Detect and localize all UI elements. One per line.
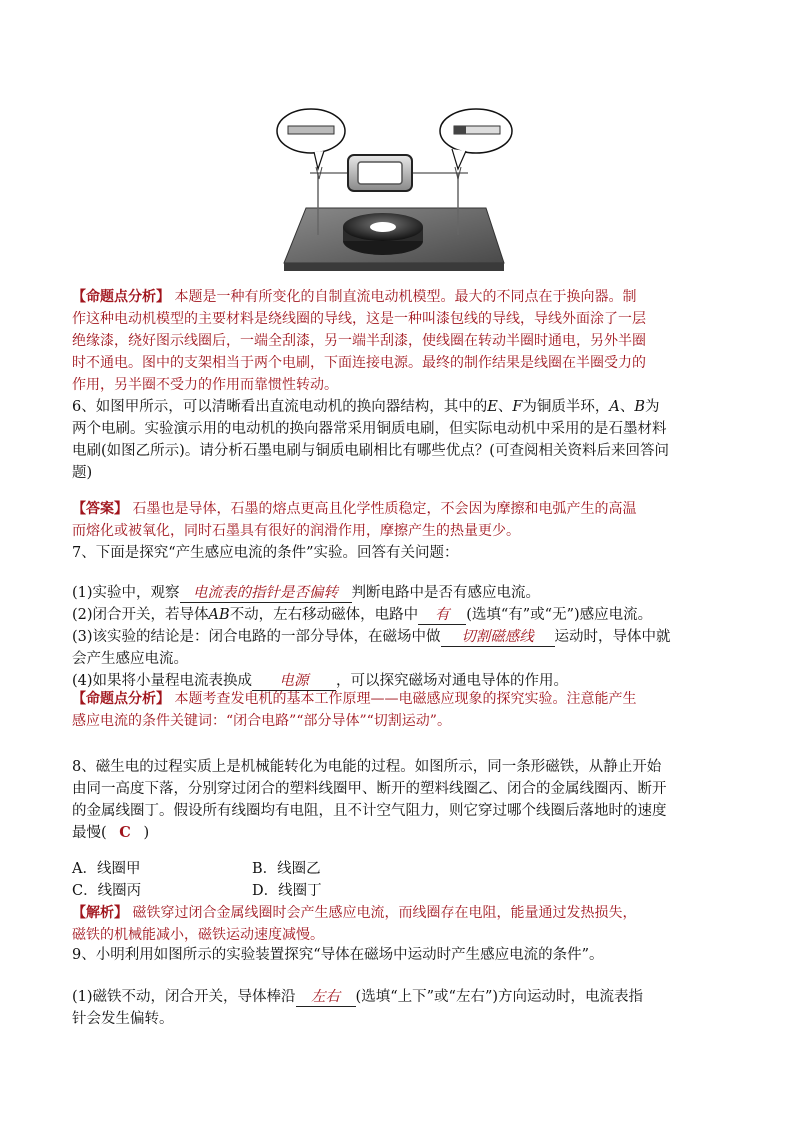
question-9	[72, 944, 724, 966]
analysis-line: 绝缘漆，绕好图示线圈后，一端全刮漆，另一端半刮漆，使线圈在转动半圈时通电，另外半圈	[72, 333, 646, 349]
choice-answer: C	[119, 824, 131, 841]
option-c: C．线圈丙	[72, 883, 142, 899]
question-line: 针会发生偏转。	[72, 1011, 174, 1027]
var-b: B	[634, 399, 646, 415]
question-7	[72, 542, 724, 564]
explain-label: 【解析】	[72, 905, 128, 921]
question-text: 不动，左右移动磁体，电路中	[229, 607, 419, 623]
var-ab: AB	[208, 607, 230, 623]
var-e: E	[487, 399, 498, 415]
question-text: ，可以探究磁场对通电导体的作用。	[336, 673, 569, 689]
question-line: 由同一高度下落，分别穿过闭合的塑料线圈甲、断开的塑料线圈乙、闭合的金属线圈丙、断开	[72, 781, 667, 797]
question-text: (2)闭合开关，若导体	[72, 607, 209, 623]
var-a: A	[609, 399, 620, 415]
question-text: 最慢(	[72, 825, 107, 841]
answer-q6	[72, 498, 724, 542]
answer-blank: 有	[418, 606, 466, 625]
question-line: 题)	[72, 465, 93, 481]
question-title: 7、下面是探究“产生感应电流的条件”实验。回答有关问题：	[72, 545, 459, 561]
analysis-line: 本题是一种有所变化的自制直流电动机模型。最大的不同点在于换向器。制	[174, 289, 637, 305]
option-b: B．线圈乙	[252, 861, 321, 877]
var-f: F	[512, 399, 523, 415]
question-line: 的金属线圈丁。假设所有线圈均有电阻，且不计空气阻力，则它穿过哪个线圈后落地时的速度	[72, 803, 667, 819]
question-text: 为	[645, 399, 660, 415]
option-d: D．线圈丁	[252, 883, 322, 899]
question-line: 两个电刷。实验演示用的电动机的换向器常采用铜质电刷，但实际电动机中采用的是石墨材料	[72, 421, 667, 437]
answer-line: 石墨也是导体，石墨的熔点更高且化学性质稳定，不会因为摩擦和电弧产生的高温	[132, 501, 637, 517]
answer-blank: 左右	[296, 988, 356, 1007]
answer-line: 而熔化或被氧化，同时石墨具有很好的润滑作用，摩擦产生的热量更少。	[72, 523, 520, 539]
analysis-line: 本题考查发电机的基本工作原理——电磁感应现象的探究实验。注意能产生	[174, 691, 637, 707]
explain-line: 磁铁的机械能减小，磁铁运动速度减慢。	[72, 927, 324, 943]
analysis-label: 【命题点分析】	[72, 289, 170, 305]
analysis-q5	[72, 286, 724, 396]
answer-blank: 电流表的指针是否偏转	[180, 584, 352, 603]
question-line: 会产生感应电流。	[72, 651, 188, 667]
separator: 、	[497, 399, 513, 415]
explain-line: 磁铁穿过闭合金属线圈时会产生感应电流，而线圈存在电阻，能量通过发热损失，	[132, 905, 637, 921]
option-a: A．线圈甲	[72, 861, 141, 877]
question-text: 为铜质半环，	[522, 399, 610, 415]
question-7-items	[72, 582, 724, 692]
question-8-options	[72, 858, 724, 902]
analysis-line: 作用，另半圈不受力的作用而靠惯性转动。	[72, 377, 338, 393]
question-text: (选填“上下”或“左右”)方向运动时，电流表指	[355, 989, 644, 1005]
question-6	[72, 396, 724, 484]
question-text: 判断电路中是否有感应电流。	[351, 585, 541, 601]
question-text: (选填“有”或“无”)感应电流。	[466, 607, 653, 623]
question-text: (3)该实验的结论是：闭合电路的一部分导体，在磁场中做	[72, 629, 441, 645]
question-text: (4)如果将小量程电流表换成	[72, 673, 253, 689]
question-text: 6、如图甲所示，可以清晰看出直流电动机的换向器结构，其中的	[72, 399, 488, 415]
question-text: (1)实验中，观察	[72, 585, 180, 601]
explanation-q8	[72, 902, 724, 946]
question-text: 运动时，导体中就	[554, 629, 671, 645]
question-title: 9、小明利用如图所示的实验装置探究“导体在磁场中运动时产生感应电流的条件”。	[72, 947, 604, 963]
analysis-label: 【命题点分析】	[72, 691, 170, 707]
separator: 、	[619, 399, 635, 415]
question-line: 8、磁生电的过程实质上是机械能转化为电能的过程。如图所示，同一条形磁铁，从静止开始	[72, 759, 662, 775]
answer-label: 【答案】	[72, 501, 128, 517]
question-text: (1)磁铁不动，闭合开关，导体棒沿	[72, 989, 296, 1005]
analysis-line: 感应电流的条件关键词：“闭合电路”“部分导体”“切割运动”。	[72, 713, 451, 729]
question-text: )	[143, 825, 150, 841]
question-8	[72, 756, 724, 844]
analysis-line: 作这种电动机模型的主要材料是绕线圈的导线，这是一种叫漆包线的导线，导线外面涂了一层	[72, 311, 646, 327]
question-line: 电刷(如图乙所示)。请分析石墨电刷与铜质电刷相比有哪些优点？(可查阅相关资料后来回答问	[72, 443, 669, 459]
question-9-items	[72, 986, 724, 1030]
motor-model-figure	[276, 103, 516, 275]
answer-blank: 电源	[252, 672, 336, 691]
answer-blank: 切割磁感线	[441, 628, 555, 647]
analysis-q7	[72, 688, 724, 732]
analysis-line: 时不通电。图中的支架相当于两个电刷，下面连接电源。最终的制作结果是线圈在半圈受力的	[72, 355, 646, 371]
